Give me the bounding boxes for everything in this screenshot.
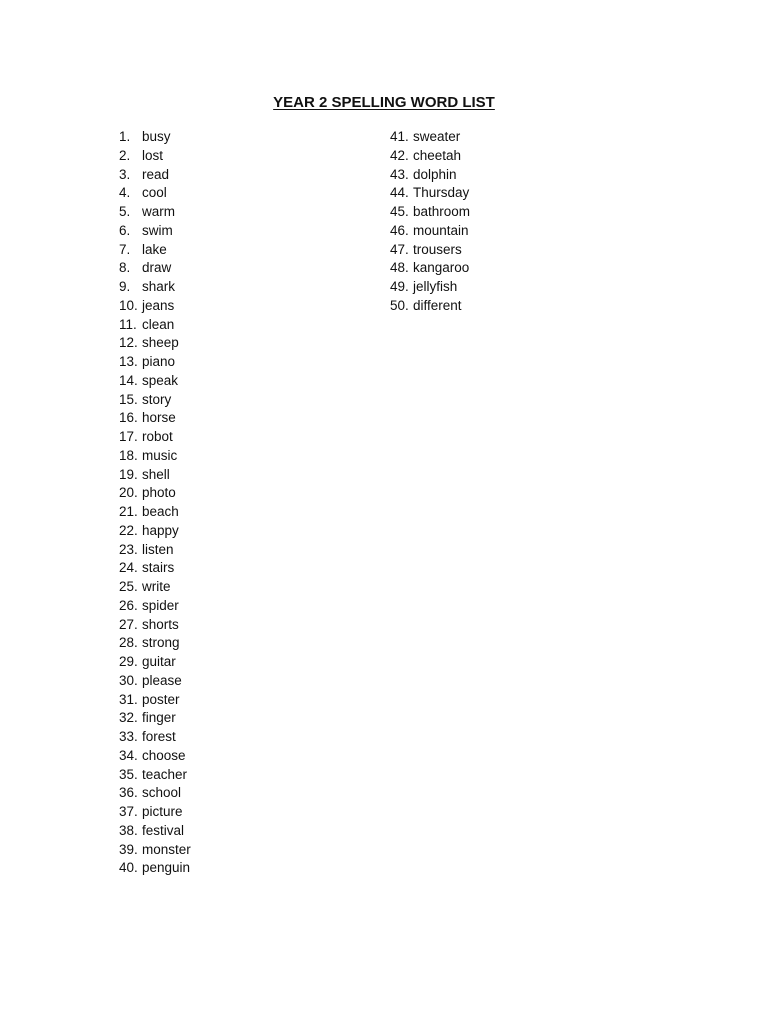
- word-list-column-right: [390, 128, 470, 316]
- list-item: [119, 597, 191, 616]
- word-number: 41.: [390, 129, 409, 144]
- word-text: read: [142, 166, 170, 182]
- list-item: [390, 184, 470, 203]
- list-item: [119, 691, 191, 710]
- word-number: 12.: [119, 335, 138, 351]
- list-item: [119, 259, 191, 278]
- word-number: 7.: [119, 241, 131, 257]
- word-number: 5.: [119, 204, 131, 219]
- list-item: [119, 184, 191, 203]
- word-text: penguin: [142, 860, 191, 876]
- word-text: guitar: [142, 654, 176, 669]
- list-item: [119, 428, 191, 447]
- word-text: lost: [142, 147, 164, 163]
- word-text: choose: [142, 747, 186, 763]
- word-text: sweater: [413, 129, 461, 144]
- word-text: dolphin: [413, 166, 457, 182]
- word-text: spider: [142, 597, 179, 613]
- word-number: 31.: [119, 691, 138, 707]
- list-item: [119, 241, 191, 260]
- list-item: [119, 784, 191, 803]
- word-number: 10.: [119, 297, 138, 313]
- word-number: 18.: [119, 447, 138, 463]
- word-number: 42.: [390, 147, 409, 163]
- word-text: listen: [142, 541, 174, 557]
- word-text: write: [142, 579, 171, 594]
- list-item: [119, 166, 191, 185]
- list-item: [119, 409, 191, 428]
- word-number: 27.: [119, 616, 138, 632]
- word-number: 17.: [119, 429, 138, 444]
- list-item: [390, 203, 470, 222]
- word-number: 14.: [119, 372, 138, 388]
- word-text: kangaroo: [413, 260, 470, 276]
- word-text: school: [142, 785, 182, 801]
- word-number: 37.: [119, 804, 138, 819]
- word-text: jeans: [142, 297, 175, 313]
- word-number: 47.: [390, 241, 409, 257]
- word-text: bathroom: [413, 204, 471, 219]
- list-item: [119, 278, 191, 297]
- word-number: 23.: [119, 541, 138, 557]
- word-number: 34.: [119, 747, 138, 763]
- list-item: [119, 334, 191, 353]
- page-title: YEAR 2 SPELLING WORD LIST: [273, 94, 495, 111]
- word-number: 33.: [119, 729, 138, 744]
- word-text: horse: [142, 410, 176, 426]
- word-text: shorts: [142, 616, 179, 632]
- word-text: photo: [142, 485, 176, 501]
- word-text: busy: [142, 129, 171, 144]
- word-text: story: [142, 391, 172, 407]
- word-number: 3.: [119, 166, 131, 182]
- word-text: teacher: [142, 766, 188, 782]
- word-text: swim: [142, 222, 173, 238]
- word-number: 43.: [390, 166, 409, 182]
- list-item: [390, 222, 470, 241]
- list-item: [119, 653, 191, 672]
- word-number: 35.: [119, 766, 138, 782]
- word-number: 2.: [119, 147, 131, 163]
- word-number: 20.: [119, 485, 138, 501]
- list-item: [119, 841, 191, 860]
- word-number: 44.: [390, 185, 409, 201]
- word-text: poster: [142, 691, 180, 707]
- list-item: [119, 353, 191, 372]
- word-text: lake: [142, 241, 167, 257]
- word-number: 30.: [119, 672, 138, 688]
- list-item: [390, 241, 470, 260]
- word-text: robot: [142, 429, 173, 444]
- word-number: 9.: [119, 279, 131, 294]
- word-number: 21.: [119, 504, 138, 519]
- word-text: mountain: [413, 222, 469, 238]
- word-number: 22.: [119, 522, 138, 538]
- word-text: draw: [142, 260, 172, 276]
- word-number: 29.: [119, 654, 138, 669]
- word-number: 39.: [119, 841, 138, 857]
- list-item: [119, 672, 191, 691]
- word-text: piano: [142, 354, 176, 369]
- list-item: [390, 278, 470, 297]
- list-item: [119, 297, 191, 316]
- list-item: [119, 128, 191, 147]
- list-item: [390, 297, 470, 316]
- list-item: [119, 578, 191, 597]
- word-number: 1.: [119, 129, 131, 144]
- list-item: [119, 503, 191, 522]
- word-text: please: [142, 672, 182, 688]
- list-item: [119, 766, 191, 785]
- word-number: 15.: [119, 391, 138, 407]
- word-text: picture: [142, 804, 183, 819]
- word-text: clean: [142, 316, 175, 332]
- word-number: 38.: [119, 822, 138, 838]
- word-text: shark: [142, 279, 176, 294]
- list-item: [119, 747, 191, 766]
- word-text: strong: [142, 635, 180, 651]
- word-number: 11.: [119, 316, 137, 332]
- list-item: [119, 147, 191, 166]
- list-item: [390, 259, 470, 278]
- word-number: 25.: [119, 579, 138, 594]
- list-item: [119, 222, 191, 241]
- word-number: 36.: [119, 785, 138, 801]
- word-text: speak: [142, 372, 179, 388]
- word-text: different: [413, 297, 462, 313]
- word-number: 46.: [390, 222, 409, 238]
- list-item: [119, 822, 191, 841]
- word-text: sheep: [142, 335, 179, 351]
- list-item: [119, 391, 191, 410]
- word-number: 49.: [390, 279, 409, 294]
- list-item: [390, 147, 470, 166]
- word-text: finger: [142, 710, 176, 726]
- word-number: 13.: [119, 354, 138, 369]
- list-item: [119, 541, 191, 560]
- word-list-column-left: [119, 128, 191, 878]
- list-item: [119, 316, 191, 335]
- word-text: Thursday: [413, 185, 470, 201]
- word-text: cheetah: [413, 147, 462, 163]
- word-number: 45.: [390, 204, 409, 219]
- list-item: [119, 634, 191, 653]
- list-item: [119, 728, 191, 747]
- word-number: 19.: [119, 466, 138, 482]
- word-text: warm: [142, 204, 175, 219]
- word-number: 6.: [119, 222, 131, 238]
- list-item: [119, 447, 191, 466]
- word-text: forest: [142, 729, 176, 744]
- word-number: 32.: [119, 710, 138, 726]
- word-number: 48.: [390, 260, 409, 276]
- word-number: 40.: [119, 860, 138, 876]
- word-text: happy: [142, 522, 179, 538]
- list-item: [119, 484, 191, 503]
- list-item: [390, 166, 470, 185]
- word-number: 8.: [119, 260, 131, 276]
- list-item: [119, 709, 191, 728]
- word-text: stairs: [142, 560, 175, 576]
- word-number: 50.: [390, 297, 409, 313]
- word-number: 24.: [119, 560, 138, 576]
- word-text: monster: [142, 841, 191, 857]
- word-number: 26.: [119, 597, 138, 613]
- word-text: music: [142, 447, 178, 463]
- word-text: jellyfish: [413, 279, 458, 294]
- list-item: [119, 466, 191, 485]
- list-item: [390, 128, 470, 147]
- list-item: [119, 859, 191, 878]
- list-item: [119, 522, 191, 541]
- word-number: 28.: [119, 635, 138, 651]
- list-item: [119, 203, 191, 222]
- word-text: shell: [142, 466, 170, 482]
- word-text: trousers: [413, 241, 462, 257]
- list-item: [119, 559, 191, 578]
- word-text: beach: [142, 504, 179, 519]
- word-number: 16.: [119, 410, 138, 426]
- word-text: festival: [142, 822, 185, 838]
- list-item: [119, 616, 191, 635]
- word-text: cool: [142, 185, 167, 201]
- list-item: [119, 372, 191, 391]
- list-item: [119, 803, 191, 822]
- word-number: 4.: [119, 185, 131, 201]
